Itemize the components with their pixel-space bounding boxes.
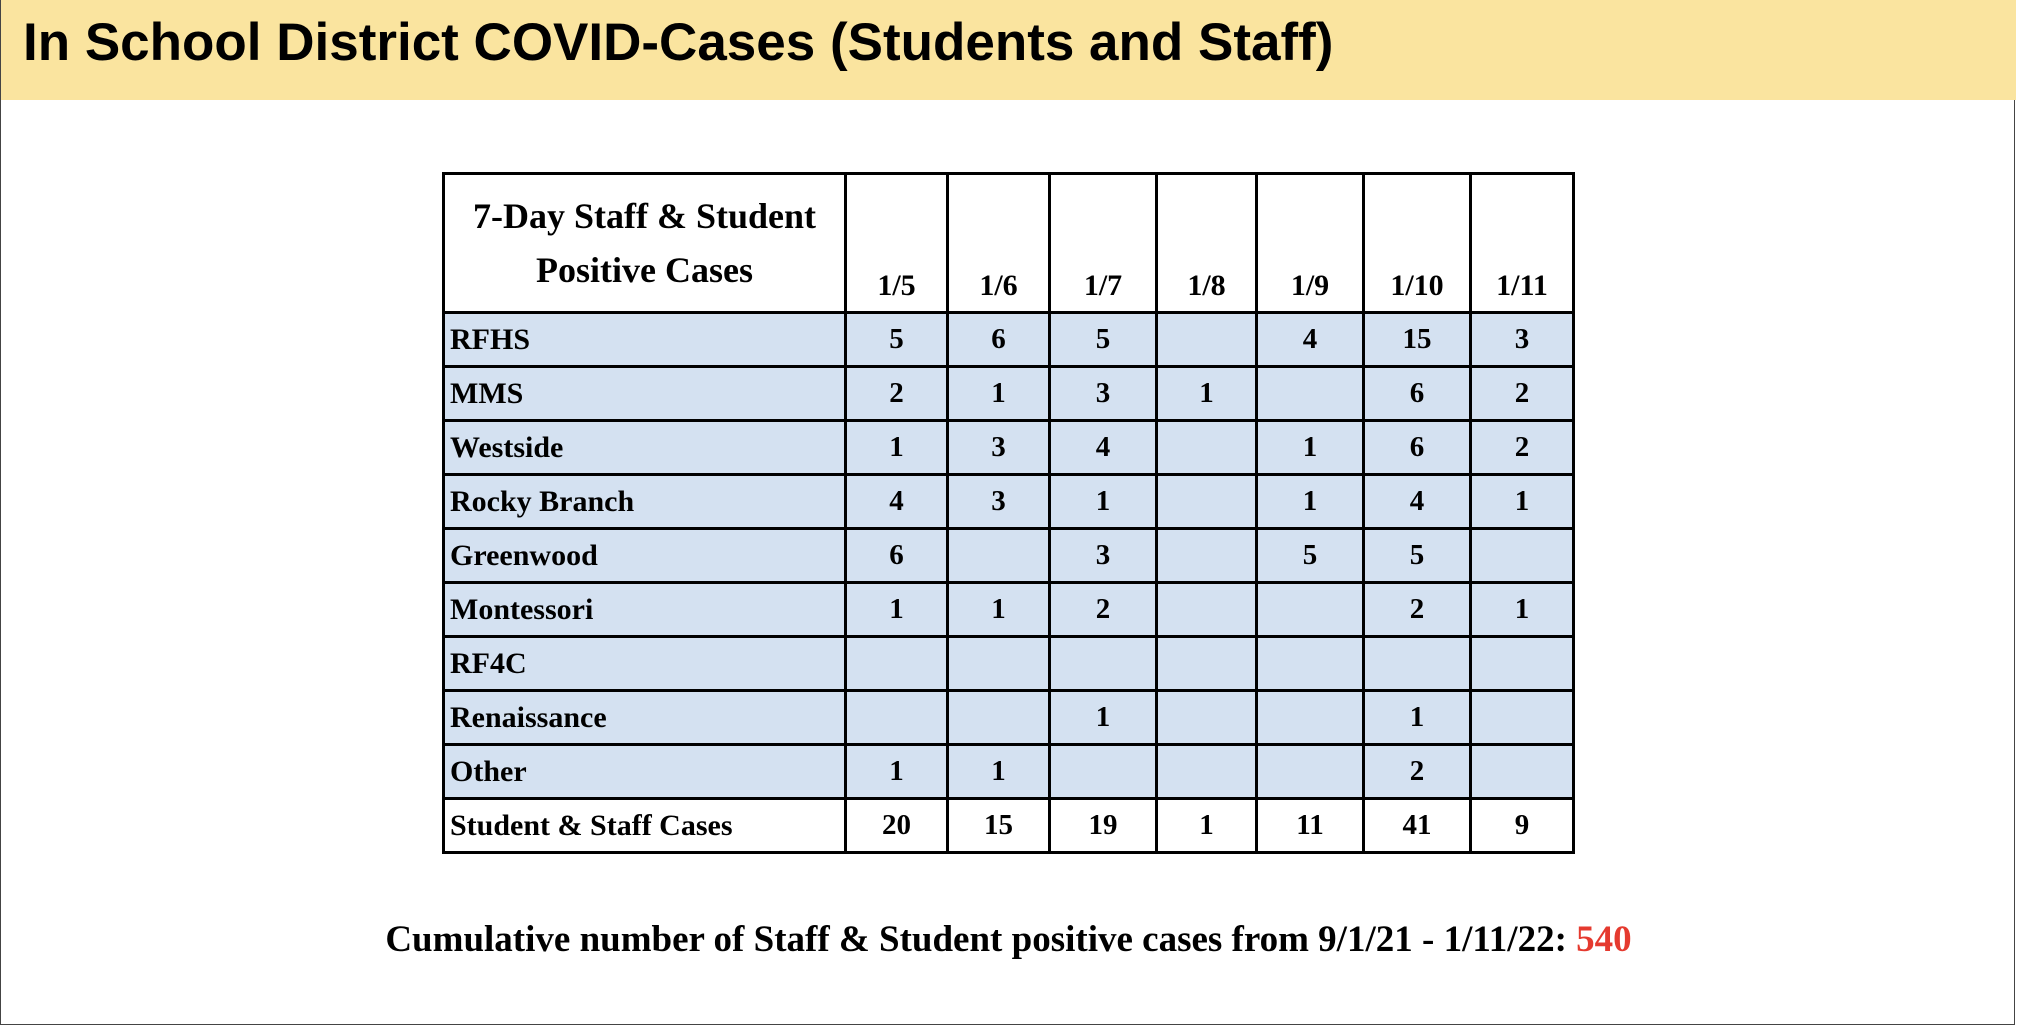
column-header: 1/11 bbox=[1471, 174, 1574, 313]
table-row bbox=[444, 475, 1574, 529]
case-cell bbox=[948, 637, 1050, 691]
case-cell bbox=[1157, 637, 1257, 691]
header-label-line1: 7-Day Staff & Student bbox=[472, 196, 816, 236]
cumulative-total: 540 bbox=[1576, 919, 1632, 960]
case-cell bbox=[1257, 583, 1364, 637]
case-cell bbox=[1257, 637, 1364, 691]
table-row bbox=[444, 583, 1574, 637]
case-cell bbox=[1257, 367, 1364, 421]
case-cell: 5 bbox=[1050, 313, 1157, 367]
case-cell bbox=[1157, 421, 1257, 475]
case-cell: 1 bbox=[846, 745, 948, 799]
case-cell bbox=[846, 637, 948, 691]
total-cell: 15 bbox=[948, 799, 1050, 853]
case-cell: 1 bbox=[1050, 475, 1157, 529]
total-cell: 11 bbox=[1257, 799, 1364, 853]
case-cell bbox=[1471, 691, 1574, 745]
case-cell bbox=[1471, 745, 1574, 799]
header-label-line2: Positive Cases bbox=[536, 250, 753, 290]
case-cell bbox=[1157, 691, 1257, 745]
table-row bbox=[444, 529, 1574, 583]
case-cell: 6 bbox=[948, 313, 1050, 367]
case-cell: 1 bbox=[1157, 367, 1257, 421]
case-cell bbox=[1257, 691, 1364, 745]
cases-table bbox=[442, 172, 1575, 854]
total-cell: 19 bbox=[1050, 799, 1157, 853]
total-cell: 41 bbox=[1364, 799, 1471, 853]
title-bar bbox=[1, 0, 2016, 100]
case-cell: 1 bbox=[1364, 691, 1471, 745]
case-cell bbox=[1157, 475, 1257, 529]
case-cell: 2 bbox=[1050, 583, 1157, 637]
case-cell bbox=[1050, 637, 1157, 691]
case-cell bbox=[1157, 745, 1257, 799]
row-label: Montessori bbox=[444, 583, 846, 637]
row-label: RF4C bbox=[444, 637, 846, 691]
total-row-label: Student & Staff Cases bbox=[444, 799, 846, 853]
table-row bbox=[444, 637, 1574, 691]
case-cell: 5 bbox=[1364, 529, 1471, 583]
column-header: 1/5 bbox=[846, 174, 948, 313]
row-label: Other bbox=[444, 745, 846, 799]
case-cell: 2 bbox=[1364, 745, 1471, 799]
row-label: RFHS bbox=[444, 313, 846, 367]
case-cell: 1 bbox=[1050, 691, 1157, 745]
case-cell bbox=[1050, 745, 1157, 799]
case-cell: 5 bbox=[846, 313, 948, 367]
case-cell: 1 bbox=[948, 583, 1050, 637]
case-cell: 4 bbox=[1257, 313, 1364, 367]
table-row bbox=[444, 421, 1574, 475]
row-label: Greenwood bbox=[444, 529, 846, 583]
case-cell: 5 bbox=[1257, 529, 1364, 583]
case-cell: 3 bbox=[948, 421, 1050, 475]
cumulative-note bbox=[0, 918, 2017, 961]
case-cell: 1 bbox=[948, 745, 1050, 799]
row-label: MMS bbox=[444, 367, 846, 421]
case-cell: 3 bbox=[948, 475, 1050, 529]
case-cell: 2 bbox=[1364, 583, 1471, 637]
table-row bbox=[444, 313, 1574, 367]
case-cell: 4 bbox=[846, 475, 948, 529]
case-cell bbox=[1157, 529, 1257, 583]
row-label: Renaissance bbox=[444, 691, 846, 745]
case-cell bbox=[1157, 313, 1257, 367]
case-cell: 2 bbox=[1471, 367, 1574, 421]
case-cell: 1 bbox=[1257, 421, 1364, 475]
header-row bbox=[444, 174, 1574, 313]
column-header: 1/8 bbox=[1157, 174, 1257, 313]
case-cell bbox=[846, 691, 948, 745]
total-cell: 9 bbox=[1471, 799, 1574, 853]
case-cell bbox=[1471, 637, 1574, 691]
table-row bbox=[444, 691, 1574, 745]
case-cell bbox=[1257, 745, 1364, 799]
case-cell: 1 bbox=[846, 421, 948, 475]
case-cell: 2 bbox=[1471, 421, 1574, 475]
column-header: 1/9 bbox=[1257, 174, 1364, 313]
column-header: 1/7 bbox=[1050, 174, 1157, 313]
header-label-cell bbox=[444, 174, 846, 313]
cumulative-text: Cumulative number of Staff & Student positive cases from 9/1/21 - 1/11/22: bbox=[385, 919, 1577, 960]
case-cell bbox=[1157, 583, 1257, 637]
case-cell: 6 bbox=[846, 529, 948, 583]
case-cell: 1 bbox=[846, 583, 948, 637]
column-header: 1/10 bbox=[1364, 174, 1471, 313]
case-cell: 1 bbox=[948, 367, 1050, 421]
case-cell: 3 bbox=[1050, 367, 1157, 421]
table-row bbox=[444, 745, 1574, 799]
case-cell: 3 bbox=[1050, 529, 1157, 583]
case-cell: 1 bbox=[1471, 475, 1574, 529]
case-cell bbox=[948, 529, 1050, 583]
case-cell bbox=[1364, 637, 1471, 691]
case-cell: 1 bbox=[1257, 475, 1364, 529]
table-row bbox=[444, 367, 1574, 421]
case-cell: 3 bbox=[1471, 313, 1574, 367]
row-label: Rocky Branch bbox=[444, 475, 846, 529]
case-cell: 2 bbox=[846, 367, 948, 421]
case-cell: 1 bbox=[1471, 583, 1574, 637]
row-label: Westside bbox=[444, 421, 846, 475]
case-cell bbox=[1471, 529, 1574, 583]
column-header: 1/6 bbox=[948, 174, 1050, 313]
total-cell: 1 bbox=[1157, 799, 1257, 853]
page-title: In School District COVID-Cases (Students and Staff) bbox=[23, 13, 1334, 72]
case-cell: 6 bbox=[1364, 421, 1471, 475]
total-cell: 20 bbox=[846, 799, 948, 853]
case-cell: 4 bbox=[1364, 475, 1471, 529]
case-cell bbox=[948, 691, 1050, 745]
case-cell: 6 bbox=[1364, 367, 1471, 421]
total-row bbox=[444, 799, 1574, 853]
case-cell: 4 bbox=[1050, 421, 1157, 475]
case-cell: 15 bbox=[1364, 313, 1471, 367]
